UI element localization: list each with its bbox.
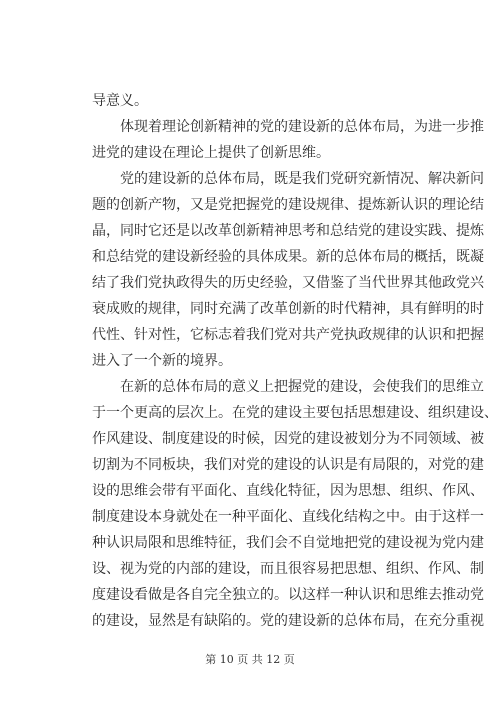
text-line: 设的思维会带有平面化、直线化特征，因为思想、组织、作风、 xyxy=(92,483,484,499)
text-line: 度建设看做是各自完全独立的。以这样一种认识和思维去推动党 xyxy=(92,587,484,603)
text-line: 衰成败的规律，同时充满了改革创新的时代精神，具有鲜明的时 xyxy=(92,301,484,317)
text-line: 代性、针对性，它标志着我们党对共产党执政规律的认识和把握 xyxy=(92,327,484,343)
text-line: 结了我们党执政得失的历史经验，又借鉴了当代世界其他政党兴 xyxy=(92,275,484,291)
text-line: 和总结党的建设新经验的具体成果。新的总体布局的概括，既凝 xyxy=(92,249,484,265)
text-line: 切割为不同板块，我们对党的建设的认识是有局限的，对党的建 xyxy=(92,457,484,473)
text-line: 题的创新产物，又是党把握党的建设规律、提炼新认识的理论结 xyxy=(92,197,484,213)
document-body xyxy=(92,88,498,634)
text-line: 制度建设本身就处在一种平面化、直线化结构之中。由于这样一 xyxy=(92,509,484,525)
text-line: 进党的建设在理论上提供了创新思维。 xyxy=(92,145,330,161)
text-line: 在新的总体布局的意义上把握党的建设，会使我们的思维立 xyxy=(120,379,484,395)
text-line: 进入了一个新的境界。 xyxy=(92,353,232,369)
text-line: 作风建设、制度建设的时候，因党的建设被划分为不同领域、被 xyxy=(92,431,484,447)
text-line: 导意义。 xyxy=(92,93,148,109)
page-footer: 第 10 页 共 12 页 xyxy=(205,653,295,666)
text-line: 种认识局限和思维特征，我们会不自觉地把党的建设视为党内建 xyxy=(92,535,484,551)
text-line: 于一个更高的层次上。在党的建设主要包括思想建设、组织建设、 xyxy=(92,405,498,421)
text-line: 设、视为党的内部的建设，而且很容易把思想、组织、作风、制 xyxy=(92,561,484,577)
text-line: 的建设，显然是有缺陷的。党的建设新的总体布局，在充分重视 xyxy=(92,613,484,629)
text-line: 晶，同时它还是以改革创新精神思考和总结党的建设实践、提炼 xyxy=(92,223,484,239)
text-line: 体现着理论创新精神的党的建设新的总体布局，为进一步推 xyxy=(120,119,484,135)
text-line: 党的建设新的总体布局，既是我们党研究新情况、解决新问 xyxy=(120,171,484,187)
